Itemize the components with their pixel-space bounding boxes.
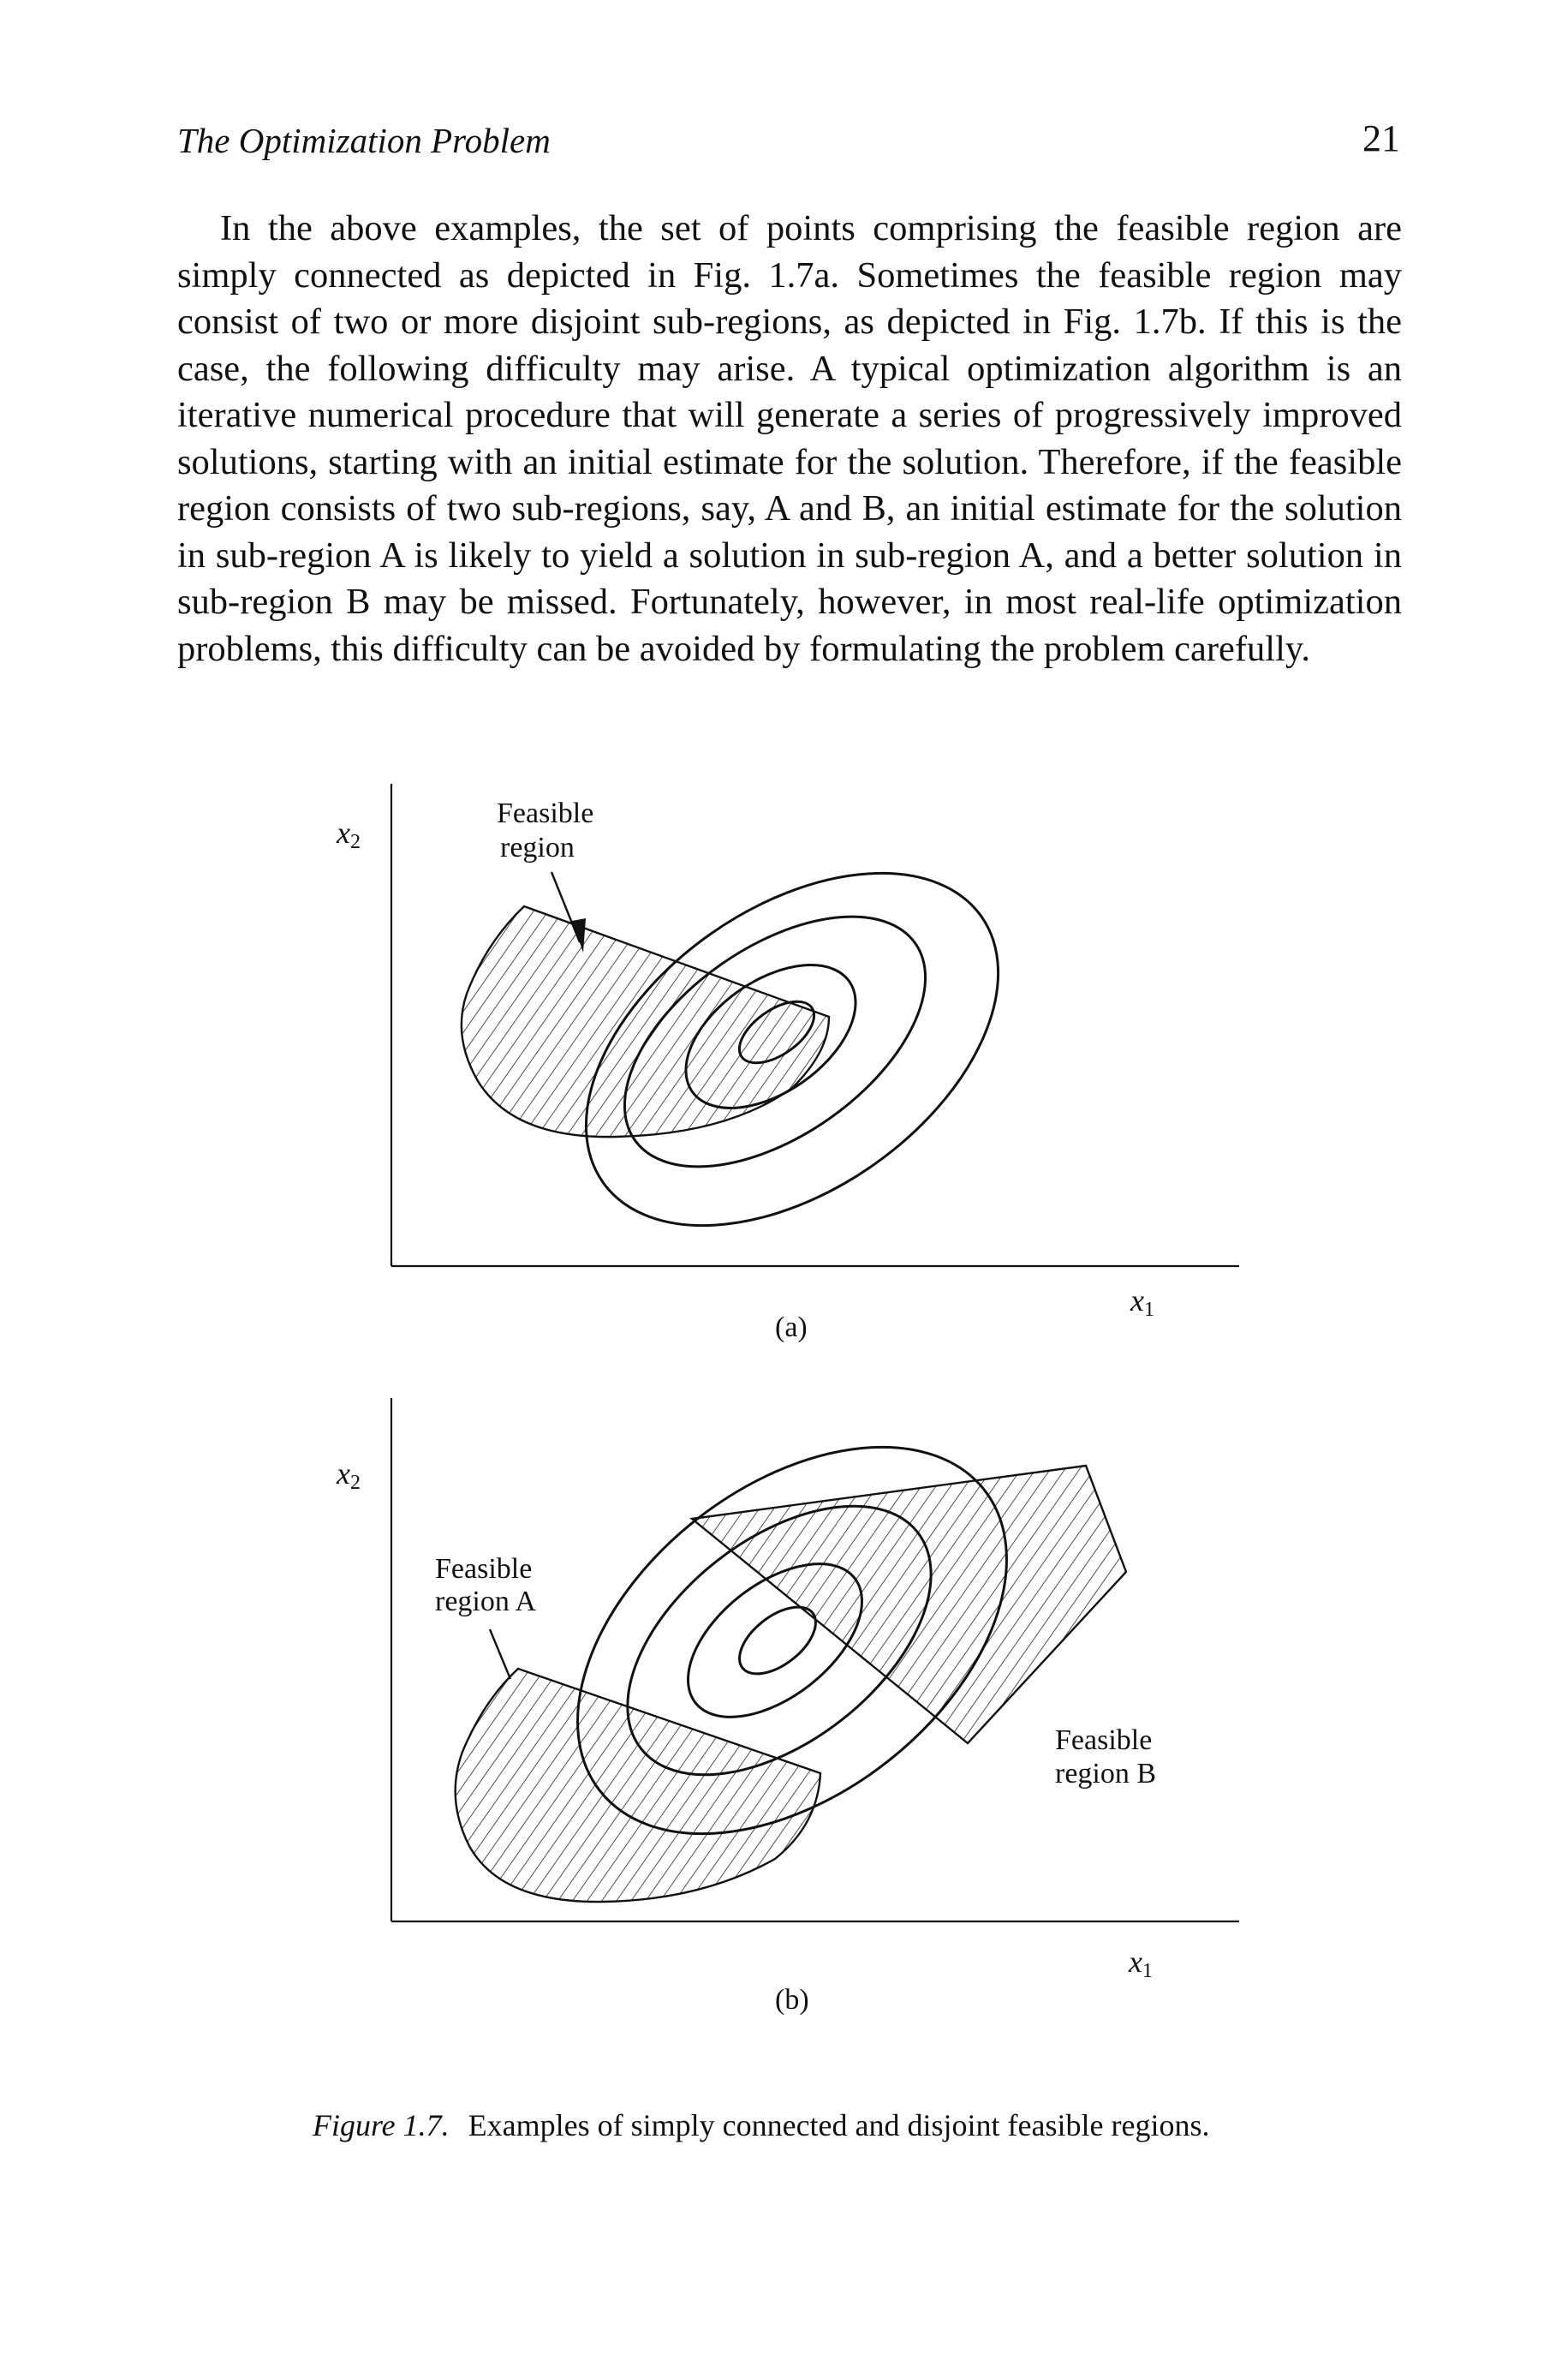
x-axis-label-b: x1 <box>1129 1945 1153 1982</box>
feasible-region-b-shape <box>692 1466 1126 1743</box>
running-head: The Optimization Problem <box>177 121 551 160</box>
feasible-region-a-shape <box>456 1669 820 1902</box>
panel-a <box>336 784 1239 1343</box>
label-a-pointer <box>490 1629 510 1679</box>
feasible-region-label: Feasible <box>497 798 594 829</box>
feasible-region-label-2: region <box>500 832 575 863</box>
panel-a-label: (a) <box>775 1311 808 1343</box>
figure-caption <box>313 2107 1209 2143</box>
feasible-region-a-label: Feasible <box>435 1553 533 1585</box>
page-number: 21 <box>1362 117 1400 159</box>
feasible-region-shape <box>462 906 829 1137</box>
feasible-region-b-label-2: region B <box>1055 1758 1157 1789</box>
panel-b <box>336 1369 1239 2016</box>
caption-label: Figure 1.7. <box>313 2108 450 2142</box>
body-paragraph: In the above examples, the set of points comprising the feasible region are simply connected as depicted in Fig. 1.7a. Sometimes the feasible region may consist of two or more disjoint sub-regions, as depicted in Fig. 1.7b. If this is the case, the following difficulty may arise. A typical optimization algorithm is an iterative numerical procedure that will generate a series of progressively improved solutions, starting with an initial estimate for the solution. Therefore, if the feasible region consists of two sub-regions, say, A and B, an initial estimate for the solution in sub-region A is likely to yield a solution in sub-region A, and a better solution in sub-region B may be missed. Fortunately, however, in most real-life optimization problems, this difficulty can be avoided by formulating the problem carefully. <box>177 208 1402 669</box>
panel-b-label: (b) <box>775 1984 809 2016</box>
feasible-region-a-label-2: region A <box>435 1586 537 1617</box>
x-axis-label: x1 <box>1130 1283 1154 1321</box>
caption-text: Examples of simply connected and disjoint feasible regions. <box>468 2108 1210 2142</box>
feasible-region-b-label: Feasible <box>1055 1724 1153 1756</box>
y-axis-label: x2 <box>337 816 361 853</box>
y-axis-label-b: x2 <box>337 1456 361 1494</box>
